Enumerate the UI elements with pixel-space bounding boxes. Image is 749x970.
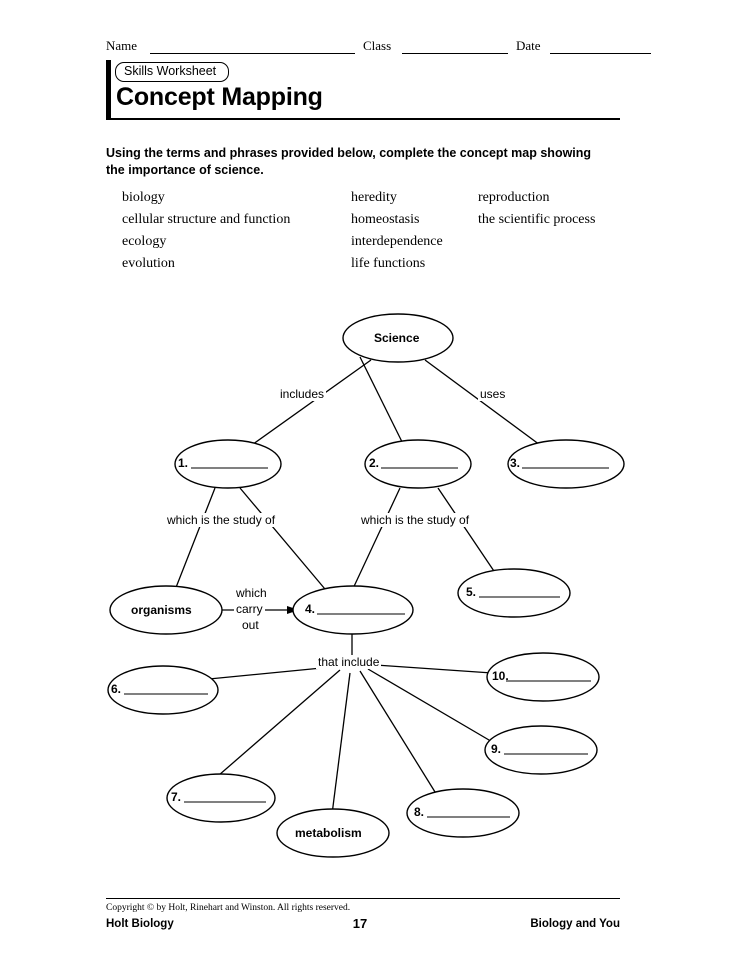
node-label-blank-3[interactable]: 3.: [510, 456, 521, 470]
footer-chapter-title: Biology and You: [530, 918, 620, 930]
word-bank-item: the scientific process: [478, 212, 596, 227]
word-bank-column-1: [122, 187, 290, 275]
class-blank[interactable]: [402, 52, 508, 54]
worksheet-kicker: Skills Worksheet: [115, 62, 229, 82]
node-label-blank-4[interactable]: 4.: [305, 602, 316, 616]
edge-label-includes: includes: [280, 387, 325, 401]
footer-divider: [106, 898, 620, 899]
concept-map-graphics: [0, 295, 749, 875]
student-info-line: [106, 36, 620, 56]
instructions-text: Using the terms and phrases provided below, complete the concept map showing the importance of science.: [106, 146, 592, 177]
edge-label-which: which: [236, 586, 267, 600]
edge-label-study-of-right: which is the study of: [361, 513, 470, 527]
edge-label-study-of-left: which is the study of: [167, 513, 276, 527]
page-number: 17: [352, 916, 368, 931]
word-bank-column-2: [351, 187, 443, 275]
node-label-blank-6[interactable]: 6.: [111, 682, 122, 696]
date-label: Date: [516, 38, 541, 53]
node-label-blank-1[interactable]: 1.: [178, 456, 189, 470]
node-blank-7: [167, 774, 275, 822]
word-bank-item: ecology: [122, 234, 167, 249]
node-blank-3: [508, 440, 624, 488]
node-blank-6: [108, 666, 218, 714]
name-blank[interactable]: [150, 52, 355, 54]
edge-label-out: out: [242, 618, 259, 632]
word-bank-item: life functions: [351, 256, 426, 271]
word-bank-item: reproduction: [478, 190, 550, 205]
node-label-blank-9[interactable]: 9.: [491, 742, 502, 756]
title-block: [106, 60, 620, 122]
title-divider: [106, 118, 620, 120]
node-label-blank-5[interactable]: 5.: [466, 585, 477, 599]
node-label-blank-10[interactable]: 10.: [492, 669, 509, 683]
node-blank-2: [365, 440, 471, 488]
footer-book-title: Holt Biology: [106, 918, 174, 930]
page-title: Concept Mapping: [116, 83, 323, 111]
edge-label-that-include: that include: [318, 655, 380, 669]
word-bank-item: interdependence: [351, 234, 443, 249]
date-blank[interactable]: [550, 52, 651, 54]
word-bank-item: biology: [122, 190, 165, 205]
edge-label-uses: uses: [480, 387, 506, 401]
concept-map: [0, 295, 749, 875]
word-bank-item: homeostasis: [351, 212, 420, 227]
word-bank-item: cellular structure and function: [122, 212, 291, 227]
node-blank-9: [485, 726, 597, 774]
word-bank-column-3: [478, 187, 595, 231]
word-bank-item: evolution: [122, 256, 175, 271]
node-label-blank-8[interactable]: 8.: [414, 805, 425, 819]
node-label-blank-2[interactable]: 2.: [369, 456, 380, 470]
node-label-science: Science: [374, 331, 420, 345]
class-label: Class: [363, 38, 392, 53]
title-accent-bar: [106, 60, 111, 118]
copyright-text: Copyright © by Holt, Rinehart and Winston. All rights reserved.: [106, 903, 351, 913]
edge-label-carry: carry: [236, 602, 263, 616]
node-blank-1: [175, 440, 281, 488]
node-label-metabolism: metabolism: [295, 826, 362, 840]
node-label-organisms: organisms: [131, 603, 192, 617]
name-label: Name: [106, 38, 138, 53]
word-bank-item: heredity: [351, 190, 397, 205]
node-label-blank-7[interactable]: 7.: [171, 790, 182, 804]
